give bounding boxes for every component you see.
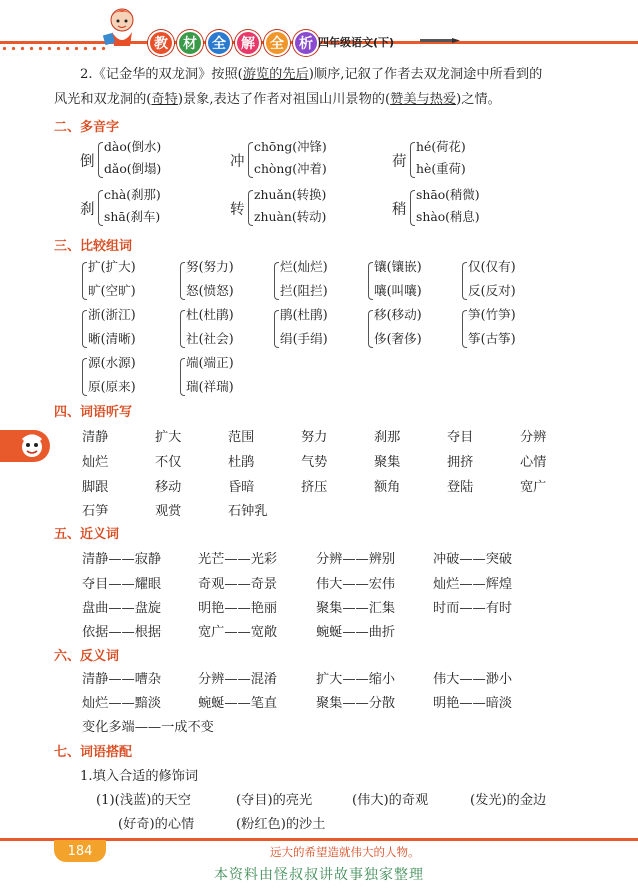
section-title: 五、近义词 bbox=[54, 527, 120, 542]
title-char: 全 bbox=[264, 30, 290, 56]
compare-word: 努(努力) bbox=[186, 259, 234, 274]
section-title: 七、词语搭配 bbox=[54, 745, 133, 760]
page-number: 184 bbox=[54, 840, 106, 862]
compare-word: 原(原来) bbox=[88, 379, 136, 394]
compare-word: 晰(清晰) bbox=[88, 331, 136, 346]
compare-word: 镶(镶嵌) bbox=[374, 259, 422, 274]
pen-icon bbox=[420, 38, 460, 43]
compare-word: 扩(扩大) bbox=[88, 259, 136, 274]
title-char: 析 bbox=[293, 30, 319, 56]
compare-word: 杜(杜鹃) bbox=[186, 307, 234, 322]
compare-word: 笋(竹笋) bbox=[468, 307, 516, 322]
compare-word: 侈(奢侈) bbox=[374, 331, 422, 346]
compare-word: 鹃(杜鹃) bbox=[280, 307, 328, 322]
face-icon bbox=[18, 432, 46, 460]
compare-word: 移(移动) bbox=[374, 307, 422, 322]
compare-word: 拦(阻拦) bbox=[280, 283, 328, 298]
compare-word: 仅(仅有) bbox=[468, 259, 516, 274]
watermark-text: 本资料由怪叔叔讲故事独家整理 bbox=[214, 867, 424, 883]
header-dots bbox=[0, 44, 110, 54]
compare-word: 源(水源) bbox=[88, 355, 136, 370]
grade-label: 四年级语文(下) bbox=[318, 36, 395, 49]
footer-motto: 远大的希望造就伟大的人物。 bbox=[270, 845, 420, 859]
title-char: 材 bbox=[177, 30, 203, 56]
compare-word: 社(社会) bbox=[186, 331, 234, 346]
section-title: 六、反义词 bbox=[54, 649, 120, 664]
compare-word: 瑞(祥瑞) bbox=[186, 379, 234, 394]
title-char: 解 bbox=[235, 30, 261, 56]
compare-word: 烂(灿烂) bbox=[280, 259, 328, 274]
section-title: 二、多音字 bbox=[54, 120, 120, 135]
book-title bbox=[148, 30, 319, 56]
compare-word: 反(反对) bbox=[468, 283, 516, 298]
subheading: 1.填入合适的修饰词 bbox=[80, 769, 199, 784]
compare-word: 怒(愤怒) bbox=[186, 283, 234, 298]
section-title: 四、词语听写 bbox=[54, 405, 133, 420]
compare-word: 端(端正) bbox=[186, 355, 234, 370]
compare-word: 嚷(叫嚷) bbox=[374, 283, 422, 298]
compare-word: 浙(浙江) bbox=[88, 307, 136, 322]
title-char: 教 bbox=[148, 30, 174, 56]
compare-word: 筝(古筝) bbox=[468, 331, 516, 346]
intro-line-2: 风光和双龙洞的(奇特)景象,表达了作者对祖国山川景物的(赞美与热爱)之情。 bbox=[54, 92, 501, 107]
compare-word: 旷(空旷) bbox=[88, 283, 136, 298]
title-char: 全 bbox=[206, 30, 232, 56]
intro-line-1: 2.《记金华的双龙洞》按照(游览的先后)顺序,记叙了作者去双龙洞途中所看到的 bbox=[80, 67, 543, 82]
compare-word: 绢(手绢) bbox=[280, 331, 328, 346]
section-title: 三、比较组词 bbox=[54, 239, 133, 254]
mascot-icon bbox=[100, 4, 144, 50]
